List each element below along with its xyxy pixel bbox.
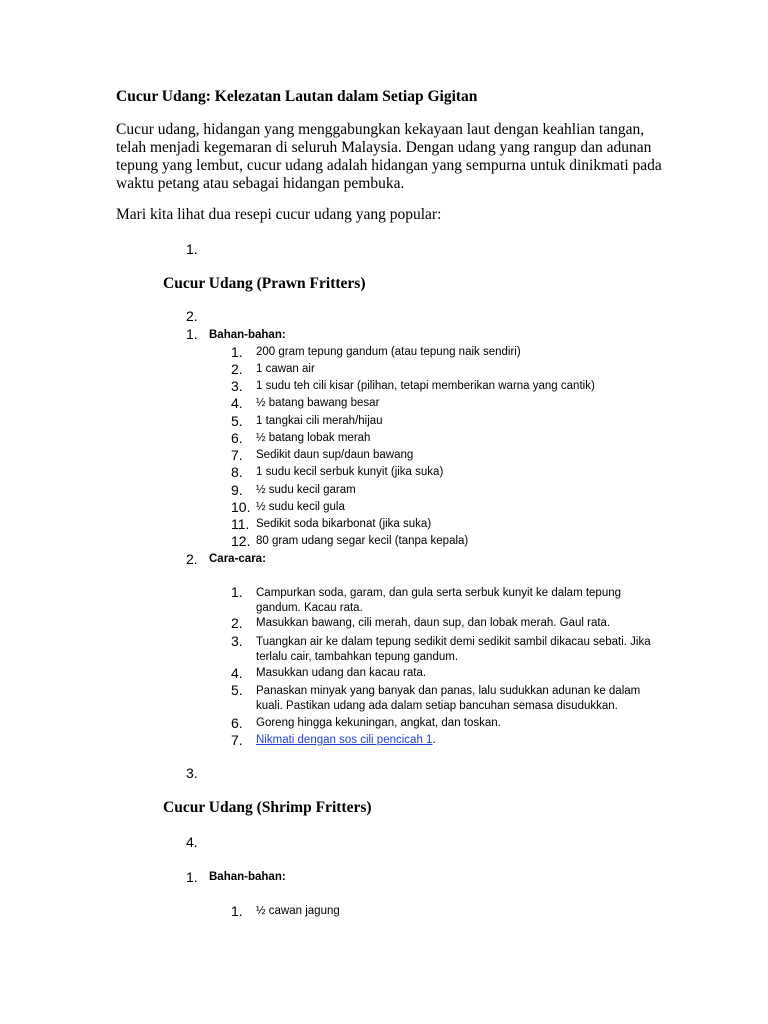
list-item-number: 4. bbox=[231, 665, 243, 681]
list-item: ½ batang lobak merah bbox=[256, 432, 371, 444]
list-item-number: 2. bbox=[231, 615, 243, 631]
list-item-number: 2. bbox=[231, 361, 243, 377]
list-item: 1 sudu kecil serbuk kunyit (jika suka) bbox=[256, 466, 444, 478]
outer-list-number: 4. bbox=[186, 834, 198, 850]
list-item: ½ batang bawang besar bbox=[256, 397, 380, 409]
list-item: ½ sudu kecil gula bbox=[256, 501, 345, 513]
list-item: ½ cawan jagung bbox=[256, 905, 340, 917]
list-item-number: 6. bbox=[231, 430, 243, 446]
list-item: Tuangkan air ke dalam tepung sedikit demi sedikit sambil dikacau sebati. Jika terlalu cair, tambahkan tepung gandum. bbox=[256, 636, 651, 663]
list-item-number: 5. bbox=[231, 413, 243, 429]
list-item: Sedikit daun sup/daun bawang bbox=[256, 449, 414, 461]
recipe1-heading: Cucur Udang (Prawn Fritters) bbox=[163, 275, 366, 292]
list-item-number: 11. bbox=[231, 516, 250, 532]
list-item: 1 tangkai cili merah/hijau bbox=[256, 415, 383, 427]
list-item: Campurkan soda, garam, dan gula serta serbuk kunyit ke dalam tepung gandum. Kacau rata. bbox=[256, 587, 622, 614]
document-title: Cucur Udang: Kelezatan Lautan dalam Setiap Gigitan bbox=[116, 88, 478, 105]
list-item-number: 3. bbox=[231, 378, 243, 394]
link-tail: . bbox=[432, 734, 436, 746]
list-item-number: 3. bbox=[231, 633, 243, 649]
list-item-number: 10. bbox=[231, 499, 251, 515]
ingredients-label: Bahan-bahan: bbox=[209, 871, 286, 883]
list-item: Sedikit soda bikarbonat (jika suka) bbox=[256, 518, 432, 530]
recipe2-heading: Cucur Udang (Shrimp Fritters) bbox=[163, 799, 372, 816]
list-item-number: 12. bbox=[231, 533, 251, 549]
list-item: Panaskan minyak yang banyak dan panas, lalu sudukkan adunan ke dalam kuali. Pastikan udang ada dalam setiap bancuhan semasa disudukkan. bbox=[256, 685, 641, 712]
section-number: 1. bbox=[186, 326, 198, 342]
list-item: 1 sudu teh cili kisar (pilihan, tetapi memberikan warna yang cantik) bbox=[256, 380, 595, 392]
list-item-number: 5. bbox=[231, 682, 243, 698]
outer-list-number: 1. bbox=[186, 241, 198, 257]
list-item: Masukkan udang dan kacau rata. bbox=[256, 667, 427, 679]
list-item-number: 4. bbox=[231, 395, 243, 411]
sauce-link[interactable]: Nikmati dengan sos cili pencicah 1 bbox=[256, 734, 433, 746]
list-item-number: 7. bbox=[231, 732, 243, 748]
method-label: Cara-cara: bbox=[209, 553, 266, 565]
list-item: ½ sudu kecil garam bbox=[256, 484, 356, 496]
list-item-number: 8. bbox=[231, 464, 243, 480]
list-item-number: 1. bbox=[231, 344, 243, 360]
list-item: Goreng hingga kekuningan, angkat, dan toskan. bbox=[256, 717, 501, 729]
list-item-number: 1. bbox=[231, 903, 243, 919]
list-item-number: 7. bbox=[231, 447, 243, 463]
list-item: 80 gram udang segar kecil (tanpa kepala) bbox=[256, 535, 469, 547]
outer-list-number: 2. bbox=[186, 308, 198, 324]
section-number: 1. bbox=[186, 869, 198, 885]
list-item-number: 1. bbox=[231, 584, 243, 600]
outer-list-number: 3. bbox=[186, 765, 198, 781]
intro-paragraph: Cucur udang, hidangan yang menggabungkan kekayaan laut dengan keahlian tangan, telah menjadi kegemaran di seluruh Malaysia. Dengan udang yang rangup dan adunan tepung yang lembut, cucur udang adalah hidangan yang sempurna untuk dinikmati pada waktu petang atau sebagai hidangan pembuka. bbox=[116, 121, 662, 192]
section-number: 2. bbox=[186, 551, 198, 567]
list-item-number: 9. bbox=[231, 482, 243, 498]
list-item: 200 gram tepung gandum (atau tepung naik sendiri) bbox=[256, 346, 521, 358]
ingredients-label: Bahan-bahan: bbox=[209, 329, 286, 341]
list-item: 1 cawan air bbox=[256, 363, 315, 375]
lead-sentence: Mari kita lihat dua resepi cucur udang yang popular: bbox=[116, 206, 442, 223]
list-item: Masukkan bawang, cili merah, daun sup, dan lobak merah. Gaul rata. bbox=[256, 617, 611, 629]
list-item-number: 6. bbox=[231, 715, 243, 731]
list-item bbox=[256, 734, 436, 746]
